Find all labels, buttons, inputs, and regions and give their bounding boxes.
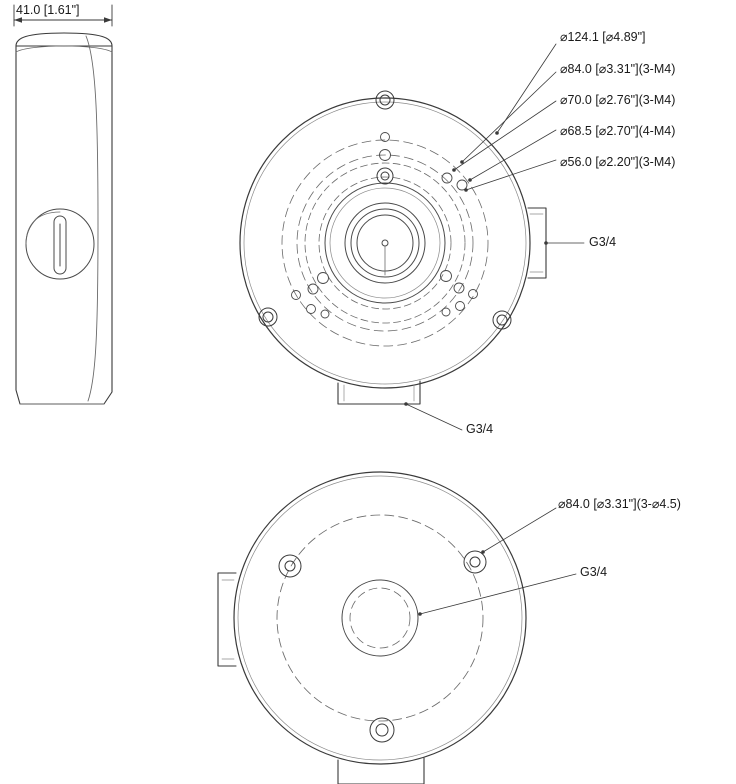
dimension-bottom-bolt-circle: ⌀84.0 [⌀3.31"](3-⌀4.5) — [558, 497, 681, 511]
dimension-bolt-circle-84: ⌀84.0 [⌀3.31"](3-M4) — [560, 62, 676, 76]
dimension-bolt-circle-56: ⌀56.0 [⌀2.20"](3-M4) — [560, 155, 676, 169]
bottom-view-geometry — [218, 472, 576, 784]
top-view-geometry — [240, 44, 584, 430]
callout-thread-right: G3/4 — [589, 235, 617, 249]
callout-thread-bottom-view: G3/4 — [580, 565, 608, 579]
dimension-outer-diameter: ⌀124.1 [⌀4.89"] — [560, 30, 646, 44]
callout-thread-bottom: G3/4 — [466, 422, 494, 436]
dimension-side-height: 41.0 [1.61"] — [16, 3, 80, 17]
side-view-geometry — [14, 5, 112, 404]
dimension-bolt-circle-68-5: ⌀68.5 [⌀2.70"](4-M4) — [560, 124, 676, 138]
dimension-bolt-circle-70: ⌀70.0 [⌀2.76"](3-M4) — [560, 93, 676, 107]
